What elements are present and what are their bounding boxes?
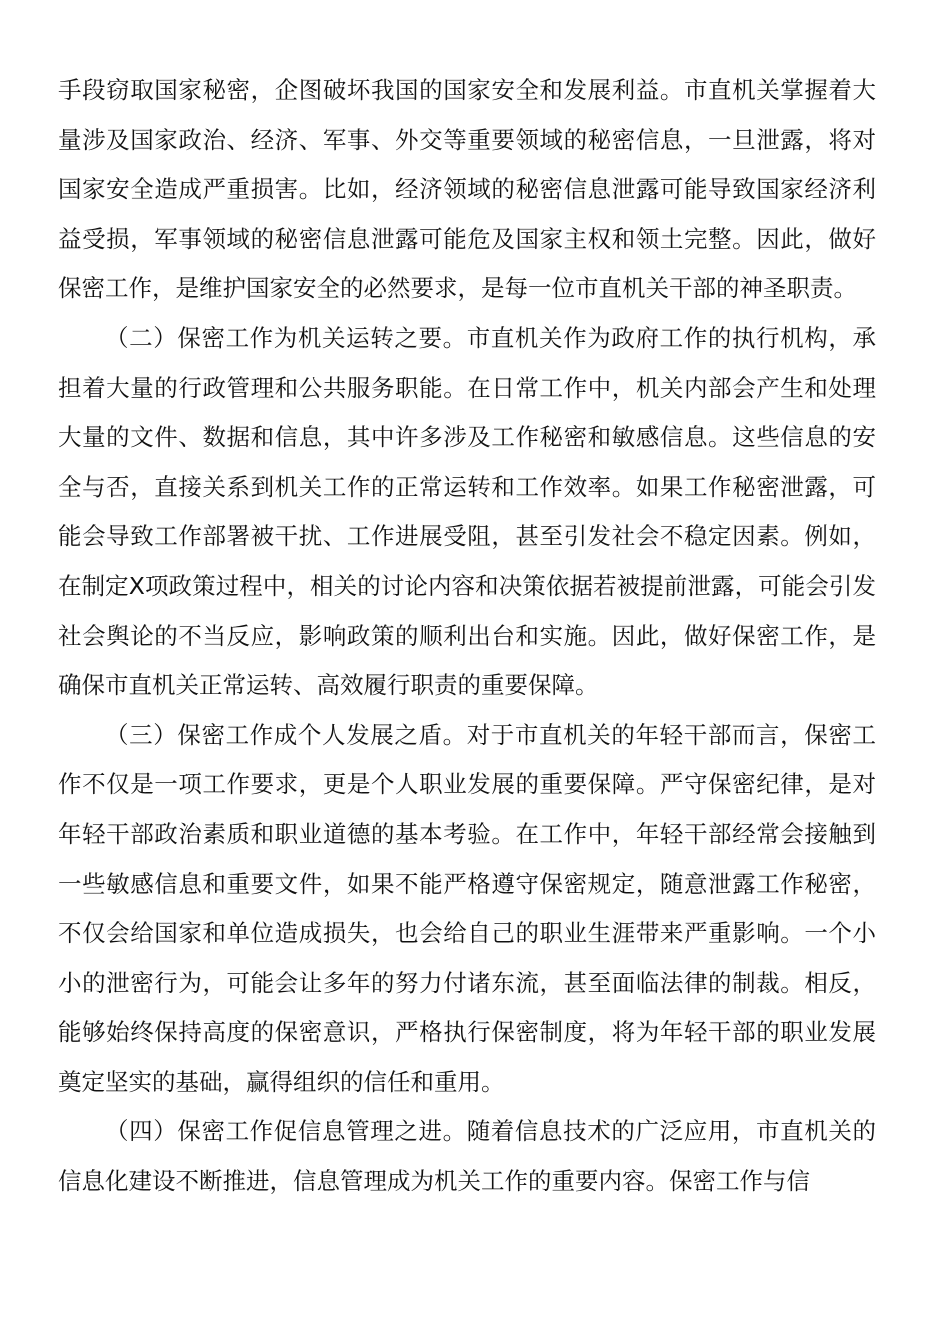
document-page [58, 66, 876, 1207]
paragraph-section-four-information-management: （四）保密工作促信息管理之进。随着信息技术的广泛应用，市直机关的信息化建设不断推进，信息管理成为机关工作的重要内容。保密工作与信 [58, 1117, 876, 1196]
paragraph-section-two-operations: （二）保密工作为机关运转之要。市直机关作为政府工作的执行机构，承担着大量的行政管理和公共服务职能。在日常工作中，机关内部会产生和处理大量的文件、数据和信息，其中许多涉及工作秘密和敏感信息。这些信息的安全与否，直接关系到机关工作的正常运转和工作效率。如果工作秘密泄露，可能会导致工作部署被干扰、工作进展受阻，甚至引发社会不稳定因素。例如，在制定X项政策过程中，相关的讨论内容和决策依据若被提前泄露，可能会引发社会舆论的不当反应，影响政策的顺利出台和实施。因此，做好保密工作，是确保市直机关正常运转、高效履行职责的重要保障。 [58, 323, 876, 700]
paragraph-national-security-continuation: 手段窃取国家秘密，企图破坏我国的国家安全和发展利益。市直机关掌握着大量涉及国家政治、经济、军事、外交等重要领域的秘密信息，一旦泄露，将对国家安全造成严重损害。比如，经济领域的秘密信息泄露可能导致国家经济利益受损，军事领域的秘密信息泄露可能危及国家主权和领土完整。因此，做好保密工作，是维护国家安全的必然要求，是每一位市直机关干部的神圣职责。 [58, 76, 876, 303]
paragraph-section-three-personal-development: （三）保密工作成个人发展之盾。对于市直机关的年轻干部而言，保密工作不仅是一项工作要求，更是个人职业发展的重要保障。严守保密纪律，是对年轻干部政治素质和职业道德的基本考验。在工作中，年轻干部经常会接触到一些敏感信息和重要文件，如果不能严格遵守保密规定，随意泄露工作秘密，不仅会给国家和单位造成损失，也会给自己的职业生涯带来严重影响。一个小小的泄密行为，可能会让多年的努力付诸东流，甚至面临法律的制裁。相反，能够始终保持高度的保密意识，严格执行保密制度，将为年轻干部的职业发展奠定坚实的基础，赢得组织的信任和重用。 [58, 720, 876, 1096]
